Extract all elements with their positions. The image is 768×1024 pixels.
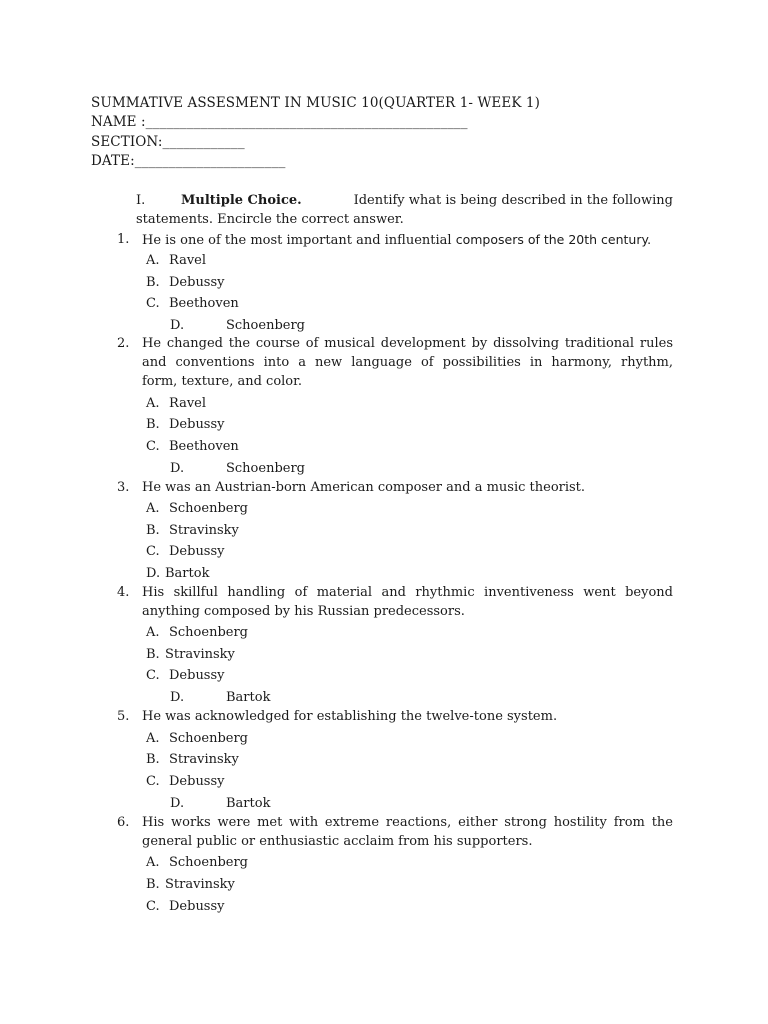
option-letter: B. xyxy=(146,877,160,892)
instruction-line-2: statements. Encircle the correct answer. xyxy=(136,212,404,227)
question-text-line: anything composed by his Russian predecessors. xyxy=(142,604,465,619)
option-letter: D. xyxy=(170,461,185,476)
option-text[interactable]: Debussy xyxy=(169,417,225,432)
question-number: 3. xyxy=(117,480,130,495)
option-text[interactable]: Stravinsky xyxy=(165,647,235,662)
option-text[interactable]: Bartok xyxy=(165,566,210,581)
option-letter: B. xyxy=(146,752,160,767)
option-letter: D. xyxy=(170,796,185,811)
name-field[interactable]: NAME :_______________________________________________ xyxy=(91,114,468,130)
option-letter: C. xyxy=(146,439,160,454)
option-letter: D. xyxy=(170,690,185,705)
option-letter: B. xyxy=(146,417,160,432)
option-text[interactable]: Ravel xyxy=(169,253,207,268)
option-letter: A. xyxy=(146,253,160,268)
question-number: 1. xyxy=(117,232,130,247)
option-text[interactable]: Debussy xyxy=(169,899,225,914)
question-text: He was an Austrian-born American composer and a music theorist. xyxy=(142,480,586,495)
option-text[interactable]: Bartok xyxy=(226,796,271,811)
option-text[interactable]: Debussy xyxy=(169,275,225,290)
option-letter: A. xyxy=(146,731,160,746)
option-text[interactable]: Schoenberg xyxy=(169,625,249,640)
option-text[interactable]: Stravinsky xyxy=(169,523,239,538)
option-text[interactable]: Beethoven xyxy=(169,439,239,454)
question-number: 5. xyxy=(117,709,130,724)
option-text[interactable]: Ravel xyxy=(169,396,207,411)
section-field[interactable]: SECTION:____________ xyxy=(91,134,245,150)
option-text[interactable]: Stravinsky xyxy=(169,752,239,767)
option-letter: A. xyxy=(146,501,160,516)
option-letter: C. xyxy=(146,774,160,789)
question-number: 6. xyxy=(117,815,130,830)
option-letter: A. xyxy=(146,625,160,640)
option-letter: D. xyxy=(146,566,161,581)
section-roman-numeral: I. xyxy=(136,193,146,208)
option-text[interactable]: Schoenberg xyxy=(226,318,306,333)
option-text[interactable]: Schoenberg xyxy=(169,501,249,516)
question-text: He was acknowledged for establishing the twelve-tone system. xyxy=(142,709,558,724)
instruction-line-1: Identify what is being described in the following xyxy=(353,193,673,208)
document-title: SUMMATIVE ASSESMENT IN MUSIC 10(QUARTER 1- WEEK 1) xyxy=(91,95,540,111)
question-text-line: He changed the course of musical development by dissolving traditional rules xyxy=(142,336,673,351)
option-letter: B. xyxy=(146,647,160,662)
question-text-part: composers of the 20th century. xyxy=(455,232,652,247)
option-letter: D. xyxy=(170,318,185,333)
option-text[interactable]: Debussy xyxy=(169,774,225,789)
question-text-line: and conventions into a new language of possibilities in harmony, rhythm, xyxy=(142,355,673,370)
question-number: 4. xyxy=(117,585,130,600)
option-letter: C. xyxy=(146,668,160,683)
question-text xyxy=(142,231,651,250)
section-heading xyxy=(181,192,302,210)
option-text[interactable]: Stravinsky xyxy=(165,877,235,892)
option-letter: B. xyxy=(146,275,160,290)
option-letter: C. xyxy=(146,296,160,311)
option-text[interactable]: Schoenberg xyxy=(169,855,249,870)
option-letter: C. xyxy=(146,899,160,914)
question-text-line: His skillful handling of material and rhythmic inventiveness went beyond xyxy=(142,585,673,600)
question-text-line: form, texture, and color. xyxy=(142,374,303,389)
section-heading-text: Multiple Choice. xyxy=(181,193,302,208)
option-text[interactable]: Bartok xyxy=(226,690,271,705)
option-letter: C. xyxy=(146,544,160,559)
question-text-part: He is one of the most important and influential xyxy=(142,233,456,248)
question-text-line: general public or enthusiastic acclaim from his supporters. xyxy=(142,834,533,849)
question-number: 2. xyxy=(117,336,130,351)
option-text[interactable]: Schoenberg xyxy=(169,731,249,746)
date-field[interactable]: DATE:______________________ xyxy=(91,153,286,169)
option-letter: A. xyxy=(146,855,160,870)
option-letter: B. xyxy=(146,523,160,538)
option-text[interactable]: Debussy xyxy=(169,668,225,683)
option-letter: A. xyxy=(146,396,160,411)
question-text-line: His works were met with extreme reactions, either strong hostility from the xyxy=(142,815,673,830)
option-text[interactable]: Debussy xyxy=(169,544,225,559)
option-text[interactable]: Schoenberg xyxy=(226,461,306,476)
option-text[interactable]: Beethoven xyxy=(169,296,239,311)
